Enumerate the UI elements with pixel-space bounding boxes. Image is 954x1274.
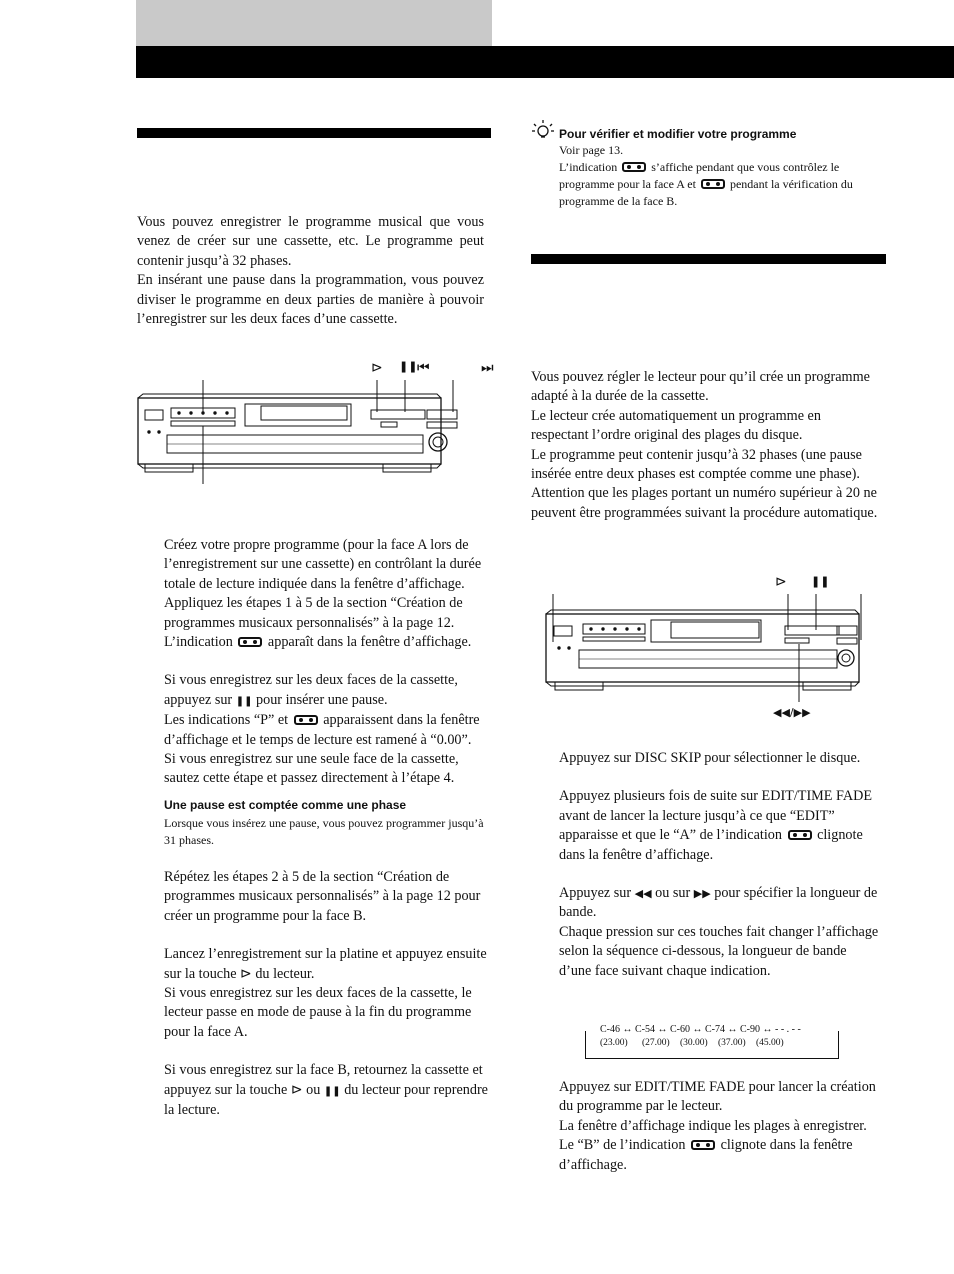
note-title: Une pause est comptée comme une phase [164, 797, 407, 812]
tip-c: pendant la vérification du programme de la face B. [559, 177, 853, 208]
right-step-3b: ou sur [655, 885, 691, 902]
cassette-icon [788, 830, 812, 840]
tape-sequence-top [600, 1024, 803, 1036]
left-step-2b: pour insérer une pause. [256, 691, 388, 708]
tape-c46: C-46 [600, 1024, 620, 1035]
seq-arrow: ↔ [762, 1024, 773, 1035]
tape-c60: C-60 [670, 1024, 690, 1035]
cd-player-figure-1 [137, 360, 493, 488]
left-step-4b: du lecteur. [255, 965, 315, 982]
left-step-3: Répétez les étapes 2 à 5 de la section “Création de programmes musicaux personnalisés” à la page 12 pour créer un programme pour la face B. [164, 868, 481, 924]
cassette-icon [294, 715, 318, 725]
pause-icon: ❚❚ [235, 695, 253, 707]
left-step-4c: Si vous enregistrez sur les deux faces de la cassette, le lecteur passe en mode de pause à la fin du programme pour la face A. [164, 984, 472, 1040]
seq-arrow: ↔ [692, 1024, 703, 1035]
pause-label: ❚❚ [399, 360, 418, 373]
time-c60: (30.00) [680, 1038, 708, 1048]
tip-title: Pour vérifier et modifier votre programme [559, 127, 797, 141]
section-rule-left [137, 128, 491, 138]
right-step-1: Appuyez sur DISC SKIP pour sélectionner le disque. [559, 750, 861, 766]
right-step-3a: Appuyez sur [559, 885, 632, 902]
header-tab [136, 0, 492, 46]
tape-c90: C-90 [740, 1024, 760, 1035]
left-step-1c: apparaît dans la fenêtre d’affichage. [267, 634, 472, 651]
right-step-4b: clignote dans la fenêtre d’affichage. [559, 1137, 853, 1173]
prev-label: ⏮ [417, 360, 430, 376]
left-intro: Vous pouvez enregistrer le programme musical que vous venez de créer sur une cassette, etc. Le programme peut contenir jusqu’à 32 phases. En insérant une pause dans la programmation, vous pouvez diviser le programme en deux parties de manière à pouvoir l’enregistrer sur les deux faces d’une cassette. [137, 214, 484, 328]
time-c74: (37.00) [718, 1038, 746, 1048]
tip-a: L’indication [559, 160, 618, 174]
tape-c54: C-54 [635, 1024, 655, 1035]
left-step-2d: apparaissent dans la fenêtre d’affichage et le temps de lecture est ramené à “0.00”. [164, 712, 480, 748]
tape-none: - - . - - [775, 1024, 801, 1035]
right-intro: Vous pouvez régler le lecteur pour qu’il crée un programme adapté à la durée de la cassette. Le lecteur crée automatiquement un programme en respectant l’ordre original des plages du disque. Le programme peut contenir jusqu’à 32 phases (une pause insérée entre deux phases est comptée comme une phase). Attention que les plages portant un numéro supérieur à 20 ne peuvent être programmées suivant la procédure automatique. [531, 369, 878, 521]
cassette-icon [701, 179, 725, 189]
pause-label: ❚❚ [811, 575, 830, 588]
right-step-2a: Appuyez plusieurs fois de suite sur EDIT/TIME FADE avant de lancer la lecture jusqu’à ce que “EDIT” apparaisse et que le “A” de l’indication [559, 788, 872, 844]
left-step-2c: Les indications “P” et [164, 712, 289, 729]
play-label: ⊳ [371, 360, 383, 376]
rewff-label: ◀◀/▶▶ [773, 706, 811, 719]
left-step-5b: ou [306, 1081, 321, 1098]
left-step-2e: Si vous enregistrez sur une seule face de la cassette, sautez cette étape et passez directement à l’étape 4. [164, 751, 459, 787]
left-step-1b: L’indication [164, 634, 233, 651]
pause-icon: ❚❚ [323, 1085, 341, 1097]
section-rule-right [531, 254, 886, 264]
left-step-4a: Lancez l’enregistrement sur la platine et appuyez ensuite sur la touche [164, 946, 487, 982]
cd-player-figure-2 [545, 574, 870, 724]
play-icon: ⊳ [240, 965, 252, 982]
rewind-icon: ◀◀ [634, 887, 652, 901]
cd-player-drawing-2 [545, 574, 870, 704]
left-step-2a: Si vous enregistrez sur les deux faces de la cassette, appuyez sur [164, 672, 458, 708]
cassette-icon [691, 1140, 715, 1150]
right-step-4a: Appuyez sur EDIT/TIME FADE pour lancer la création du programme par le lecteur. La fenêtre d’affichage indique les plages à enregistrer. Le “B” de l’indication [559, 1079, 876, 1154]
play-icon: ⊳ [290, 1081, 303, 1098]
tip-icon [531, 118, 555, 142]
right-step-3c: pour spécifier la longueur de bande. [559, 885, 878, 921]
tip-b: s’affiche pendant que vous contrôlez le programme pour la face A et [559, 160, 840, 191]
right-step-2b: clignote dans la fenêtre d’affichage. [559, 827, 863, 863]
time-c46: (23.00) [600, 1038, 628, 1048]
left-step-1: Créez votre propre programme (pour la face A lors de l’enregistrement sur une cassette) en contrôlant la durée totale de lecture indiquée dans la fenêtre d’affichage. Appliquez les étapes 1 à 5 de la section “Création de programmes musicaux personnalisés” à la page 12. [164, 537, 482, 631]
cassette-icon [622, 162, 646, 172]
left-step-5c: du lecteur pour reprendre la lecture. [164, 1081, 488, 1118]
left-step-5a: Si vous enregistrez sur la face B, retournez la cassette et appuyez sur la touche [164, 1062, 483, 1098]
time-c90: (45.00) [756, 1038, 784, 1048]
tip-line-1: Voir page 13. [559, 143, 624, 157]
time-c54: (27.00) [642, 1038, 670, 1048]
right-step-3d: Chaque pression sur ces touches fait changer l’affichage selon la séquence ci-dessous, la longueur de bande d’une face suivant chaque indication. [559, 923, 879, 979]
header-bar [136, 46, 954, 78]
tape-c74: C-74 [705, 1024, 725, 1035]
seq-arrow: ↔ [657, 1024, 668, 1035]
note-body: Lorsque vous insérez une pause, vous pouvez programmer jusqu’à 31 phases. [164, 815, 484, 847]
seq-arrow: ↔ [727, 1024, 738, 1035]
next-label: ⏭ [481, 360, 494, 376]
fast-forward-icon: ▶▶ [693, 887, 711, 901]
play-label: ⊳ [775, 574, 787, 590]
seq-arrow: ↔ [622, 1024, 633, 1035]
cd-player-drawing-1 [137, 360, 493, 488]
cassette-icon [238, 637, 262, 647]
